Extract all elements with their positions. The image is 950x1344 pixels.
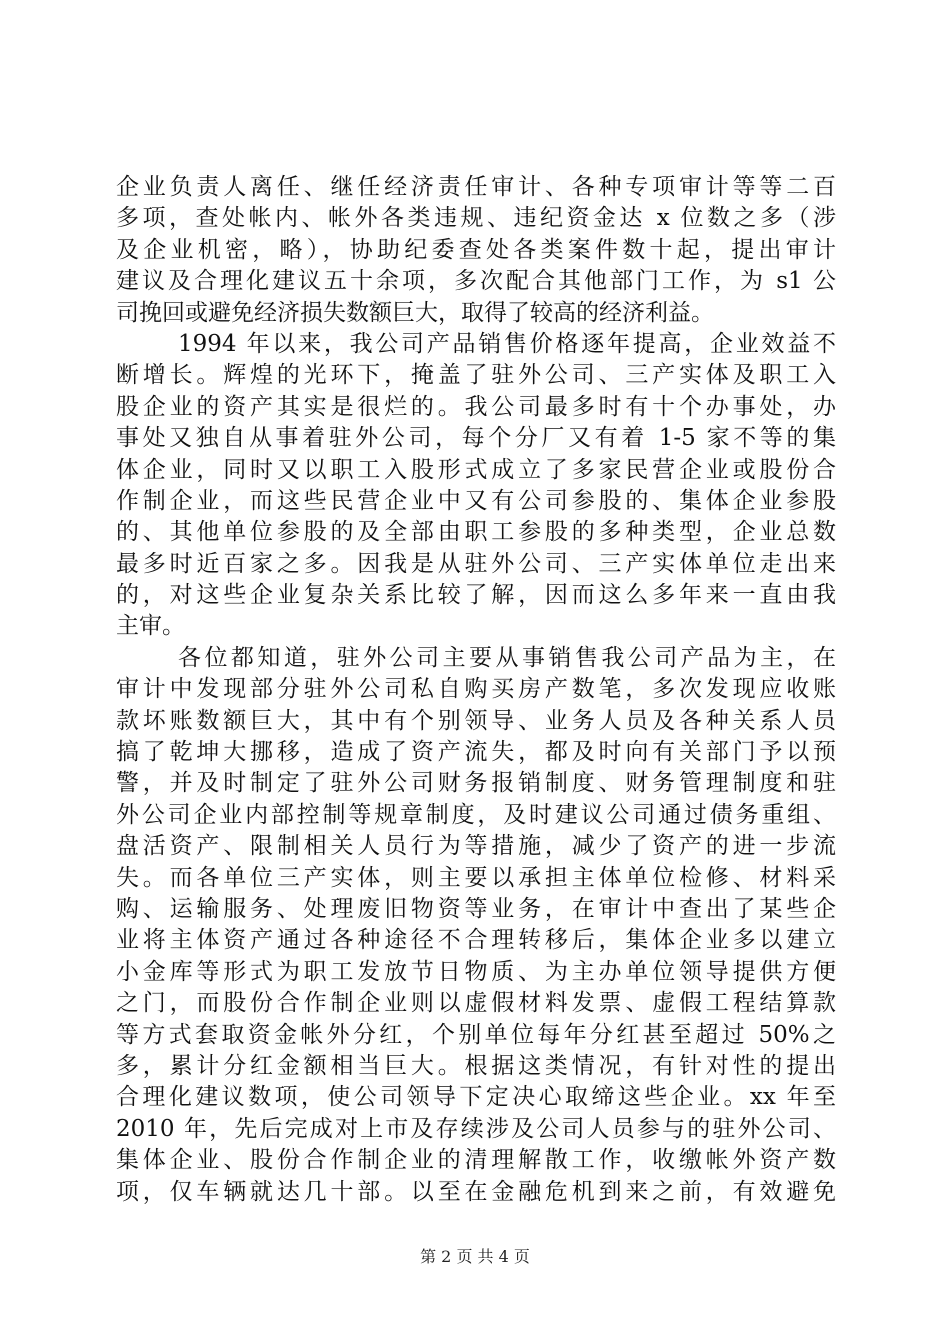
text-line: 体企业，同时又以职工入股形式成立了多家民营企业或股份合 [116, 456, 836, 483]
text-line: 的、其他单位参股的及全部由职工参股的多种类型，企业总数 [116, 519, 836, 546]
text-line: 审计中发现部分驻外公司私自购买房产数笔，多次发现应收账 [116, 676, 836, 703]
text-line: 合理化建议数项，使公司领导下定决心取缔这些企业。xx 年至 [116, 1084, 836, 1111]
text-line: 搞了乾坤大挪移，造成了资产流失，都及时向有关部门予以预 [116, 739, 836, 766]
text-line: 的，对这些企业复杂关系比较了解，因而这么多年来一直由我 [116, 582, 836, 609]
text-line: 警，并及时制定了驻外公司财务报销制度、财务管理制度和驻 [116, 770, 836, 797]
text-line: 股企业的资产其实是很烂的。我公司最多时有十个办事处，办 [116, 393, 836, 420]
document-body [116, 172, 836, 1208]
text-line: 事处又独自从事着驻外公司，每个分厂又有着 1-5 家不等的集 [116, 425, 836, 452]
text-line: 最多时近百家之多。因我是从驻外公司、三产实体单位走出来 [116, 550, 836, 577]
text-line: 断增长。辉煌的光环下，掩盖了驻外公司、三产实体及职工入 [116, 362, 836, 389]
text-line: 购、运输服务、处理废旧物资等业务，在审计中查出了某些企 [116, 895, 836, 922]
text-line: 主审。 [116, 613, 185, 640]
text-line: 集体企业、股份合作制企业的清理解散工作，收缴帐外资产数 [116, 1147, 836, 1174]
paragraph-first-line: 各位都知道，驻外公司主要从事销售我公司产品为主，在 [178, 644, 836, 671]
page-number-footer: 第 2 页 共 4 页 [420, 1247, 530, 1266]
text-line: 多，累计分红金额相当巨大。根据这类情况，有针对性的提出 [116, 1052, 836, 1079]
text-line: 项，仅车辆就达几十部。以至在金融危机到来之前，有效避免 [116, 1178, 836, 1205]
text-line: 款坏账数额巨大，其中有个别领导、业务人员及各种关系人员 [116, 707, 836, 734]
text-line: 业将主体资产通过各种途径不合理转移后，集体企业多以建立 [116, 927, 836, 954]
text-line: 外公司企业内部控制等规章制度，及时建议公司通过债务重组、 [116, 801, 836, 828]
text-line: 等方式套取资金帐外分红，个别单位每年分红甚至超过 50%之 [116, 1021, 836, 1048]
text-line: 2010 年，先后完成对上市及存续涉及公司人员参与的驻外公司、 [116, 1115, 836, 1142]
text-line: 作制企业，而这些民营企业中又有公司参股的、集体企业参股 [116, 487, 836, 514]
text-line: 失。而各单位三产实体，则主要以承担主体单位检修、材料采 [116, 864, 836, 891]
text-line: 之门，而股份合作制企业则以虚假材料发票、虚假工程结算款 [116, 990, 836, 1017]
text-line: 小金库等形式为职工发放节日物质、为主办单位领导提供方便 [116, 958, 836, 985]
text-line: 建议及合理化建议五十余项，多次配合其他部门工作，为 s1 公 [116, 268, 836, 295]
text-line: 司挽回或避免经济损失数额巨大，取得了较高的经济利益。 [116, 299, 714, 326]
text-line: 多项，查处帐内、帐外各类违规、违纪资金达 x 位数之多（涉 [116, 205, 836, 232]
text-line: 盘活资产、限制相关人员行为等措施，减少了资产的进一步流 [116, 833, 836, 860]
text-line: 企业负责人离任、继任经济责任审计、各种专项审计等等二百 [116, 174, 836, 200]
paragraph-first-line: 1994 年以来，我公司产品销售价格逐年提高，企业效益不 [178, 330, 836, 357]
text-line: 及企业机密，略），协助纪委查处各类案件数十起，提出审计 [116, 236, 836, 263]
